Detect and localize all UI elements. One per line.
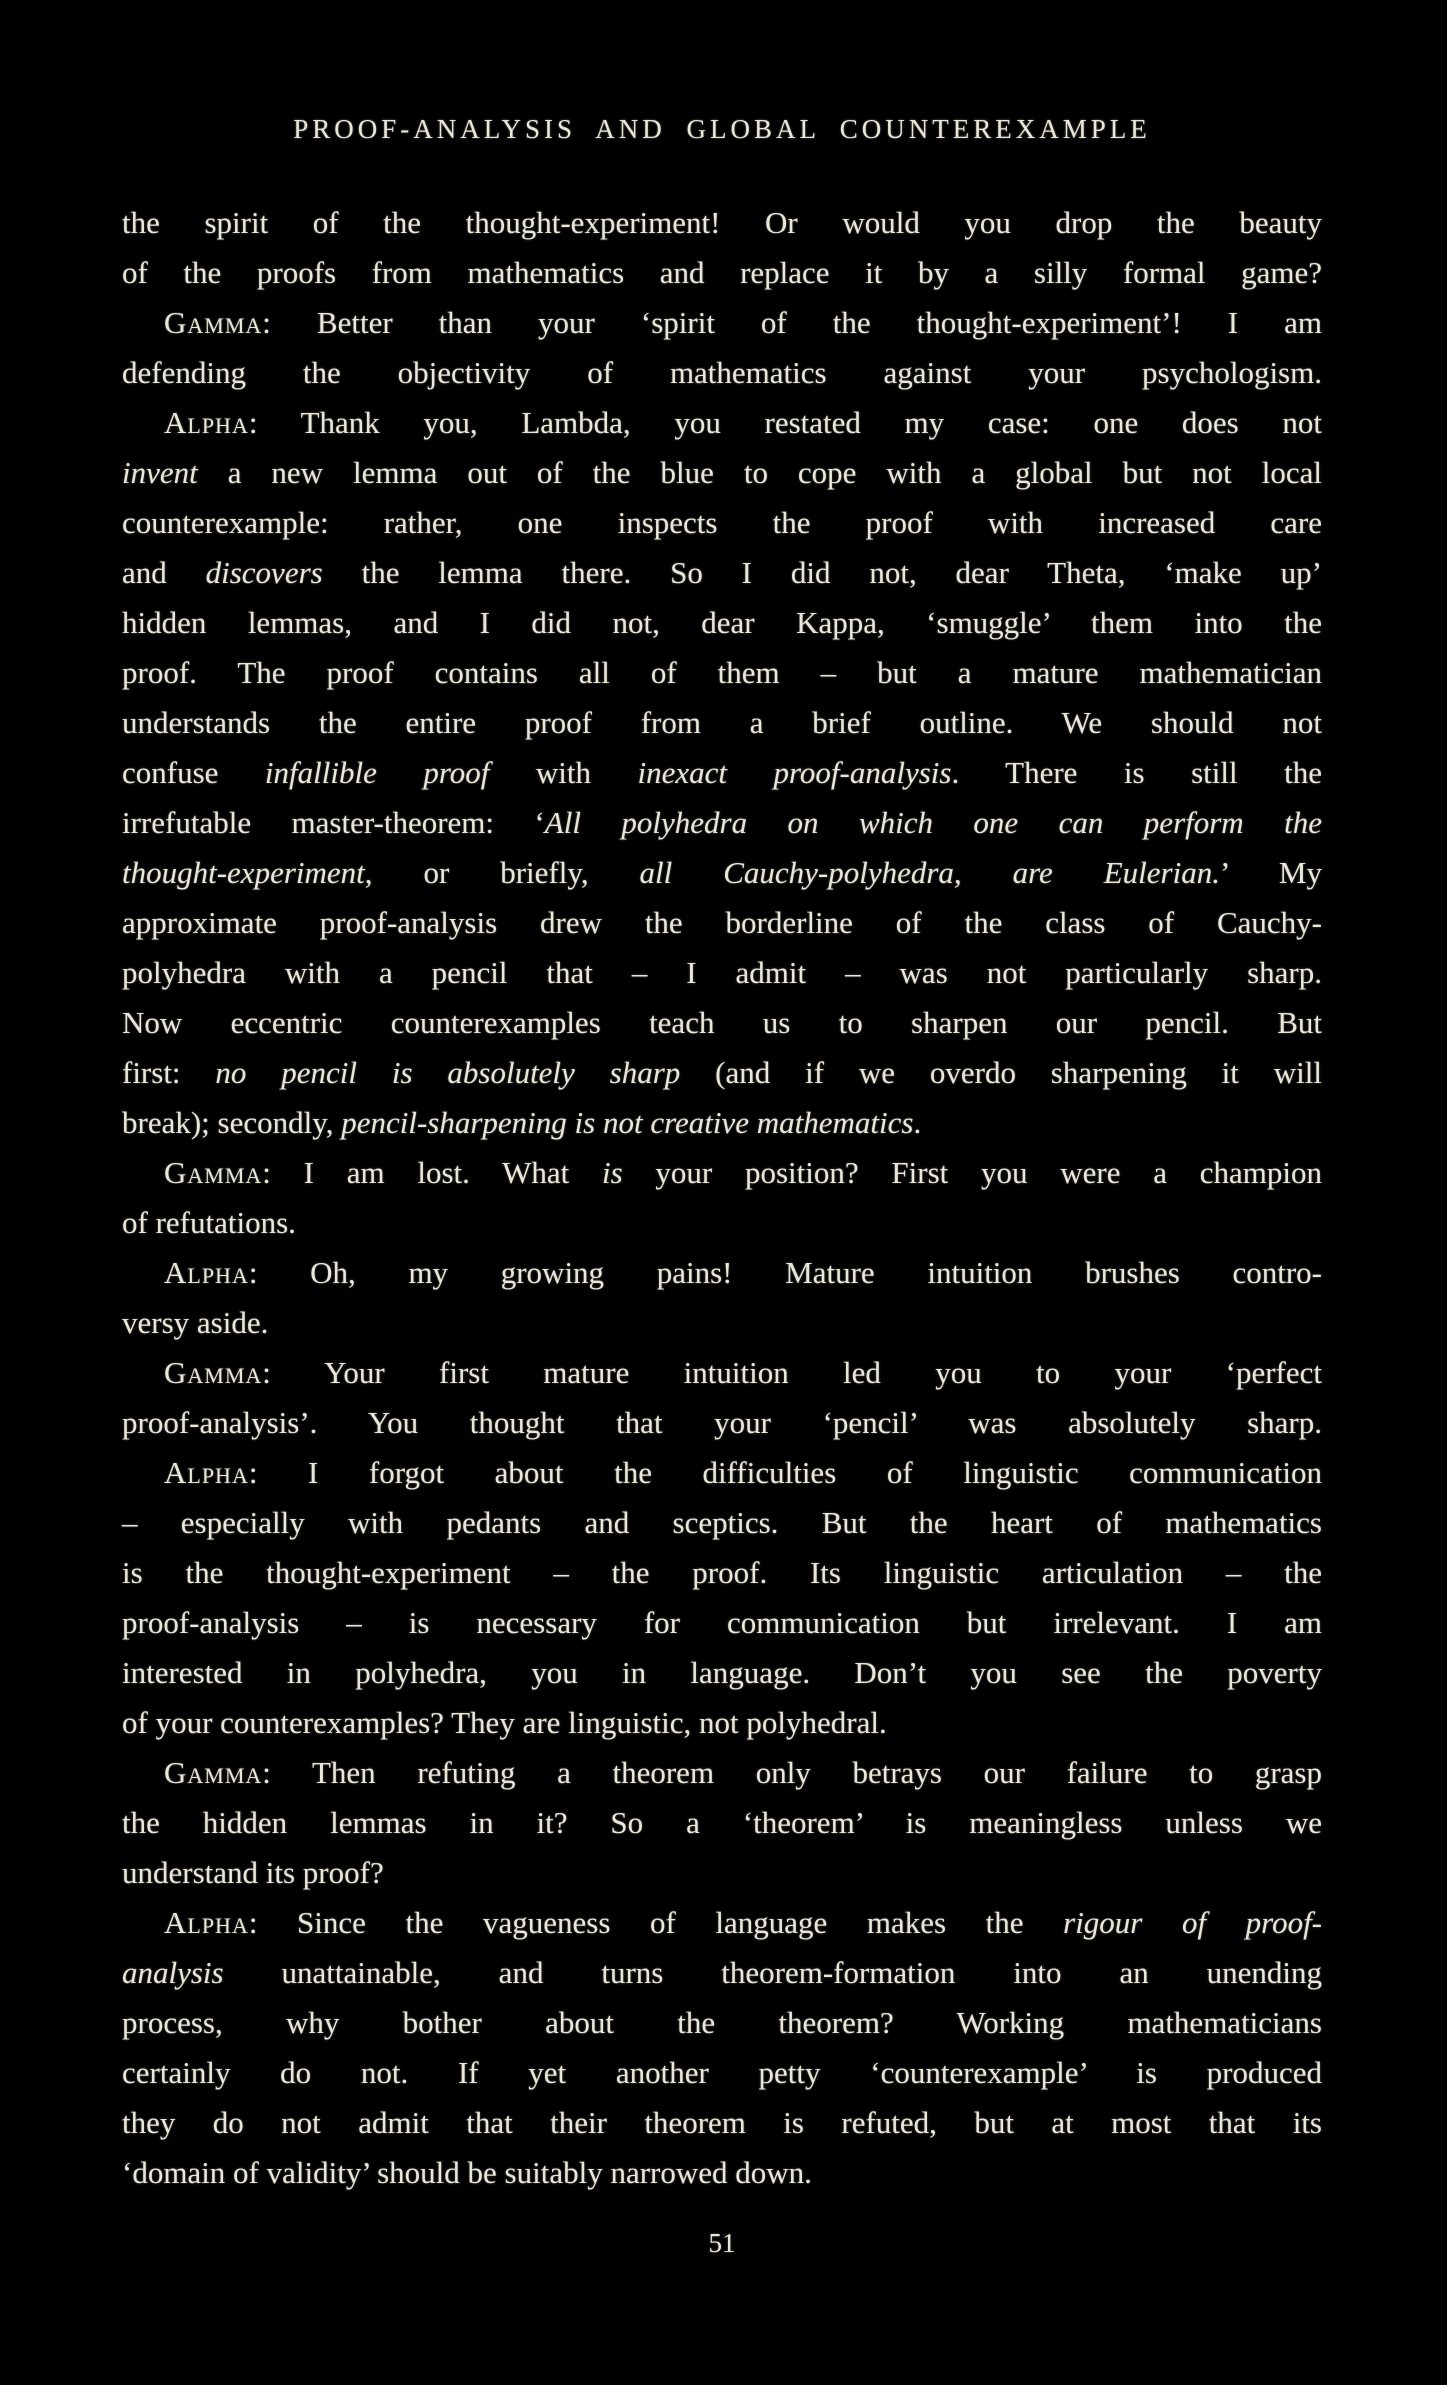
page-number: 51 [708, 2228, 736, 2258]
text-line: of your counterexamples? They are linguistic, not polyhedral. [122, 1705, 887, 1740]
text-line: Alpha: I forgot about the difficulties of linguistic communication [164, 1455, 1322, 1490]
text-line: of refutations. [122, 1205, 296, 1240]
text-line: first: no pencil is absolutely sharp (and if we overdo sharpening it will [122, 1055, 1322, 1090]
text-line: they do not admit that their theorem is refuted, but at most that its [122, 2105, 1322, 2140]
speaker-name: Gamma [164, 1355, 263, 1390]
text-line: counterexample: rather, one inspects the proof with increased care [122, 505, 1322, 540]
text-line: Gamma: Better than your ‘spirit of the thought-experiment’! I am [164, 305, 1322, 340]
text-line: of the proofs from mathematics and replace it by a silly formal game? [122, 255, 1322, 290]
text-line: defending the objectivity of mathematics against your psychologism. [122, 355, 1322, 390]
text-line: the spirit of the thought-experiment! Or would you drop the beauty [122, 205, 1322, 240]
text-line: Alpha: Since the vagueness of language makes the rigour of proof- [164, 1905, 1323, 1940]
text-line: ‘domain of validity’ should be suitably narrowed down. [122, 2155, 812, 2190]
text-line: understand its proof? [122, 1855, 384, 1890]
text-line: process, why bother about the theorem? Working mathematicians [122, 2005, 1322, 2040]
text-line: invent a new lemma out of the blue to cope with a global but not local [122, 455, 1322, 490]
speaker-name: Gamma [164, 305, 263, 340]
running-head: PROOF-ANALYSIS AND GLOBAL COUNTEREXAMPLE [293, 114, 1151, 144]
text-line: is the thought-experiment – the proof. Its linguistic articulation – the [122, 1555, 1322, 1590]
text-line: confuse infallible proof with inexact proof-analysis. There is still the [122, 755, 1322, 790]
text-line: thought-experiment, or briefly, all Cauchy-polyhedra, are Eulerian.’ My [122, 855, 1322, 890]
speaker-name: Gamma [164, 1755, 263, 1790]
text-line: proof-analysis’. You thought that your ‘pencil’ was absolutely sharp. [122, 1405, 1322, 1440]
text-line: certainly do not. If yet another petty ‘counterexample’ is produced [122, 2055, 1322, 2090]
text-line: Gamma: Then refuting a theorem only betrays our failure to grasp [164, 1755, 1322, 1790]
text-line: interested in polyhedra, you in language. Don’t you see the poverty [122, 1655, 1322, 1690]
text-line: Alpha: Thank you, Lambda, you restated my case: one does not [164, 405, 1322, 440]
text-line: Gamma: I am lost. What is your position? First you were a champion [164, 1155, 1323, 1190]
text-line: understands the entire proof from a brief outline. We should not [122, 705, 1322, 740]
text-line: proof. The proof contains all of them – but a mature mathematician [122, 655, 1322, 690]
text-line: the hidden lemmas in it? So a ‘theorem’ is meaningless unless we [122, 1805, 1322, 1840]
text-line: break); secondly, pencil-sharpening is not creative mathematics. [122, 1105, 922, 1140]
text-line: versy aside. [122, 1305, 269, 1340]
speaker-name: Gamma [164, 1155, 263, 1190]
text-line: Now eccentric counterexamples teach us to sharpen our pencil. But [122, 1005, 1322, 1040]
text-line: and discovers the lemma there. So I did not, dear Theta, ‘make up’ [122, 555, 1322, 590]
speaker-name: Alpha [164, 405, 249, 440]
text-line: polyhedra with a pencil that – I admit – was not particularly sharp. [122, 955, 1322, 990]
text-line: – especially with pedants and sceptics. But the heart of mathematics [122, 1505, 1322, 1540]
speaker-name: Alpha [164, 1905, 249, 1940]
text-block [122, 198, 1322, 2198]
text-line: Alpha: Oh, my growing pains! Mature intuition brushes contro- [164, 1255, 1322, 1290]
speaker-name: Alpha [164, 1455, 249, 1490]
text-line: proof-analysis – is necessary for communication but irrelevant. I am [122, 1605, 1322, 1640]
text-line: irrefutable master-theorem: ‘All polyhedra on which one can perform the [122, 805, 1322, 840]
text-line: analysis unattainable, and turns theorem-formation into an unending [122, 1955, 1322, 1990]
text-line: approximate proof-analysis drew the borderline of the class of Cauchy- [122, 905, 1322, 940]
text-line: hidden lemmas, and I did not, dear Kappa, ‘smuggle’ them into the [122, 605, 1322, 640]
text-line: Gamma: Your first mature intuition led you to your ‘perfect [164, 1355, 1322, 1390]
speaker-name: Alpha [164, 1255, 249, 1290]
